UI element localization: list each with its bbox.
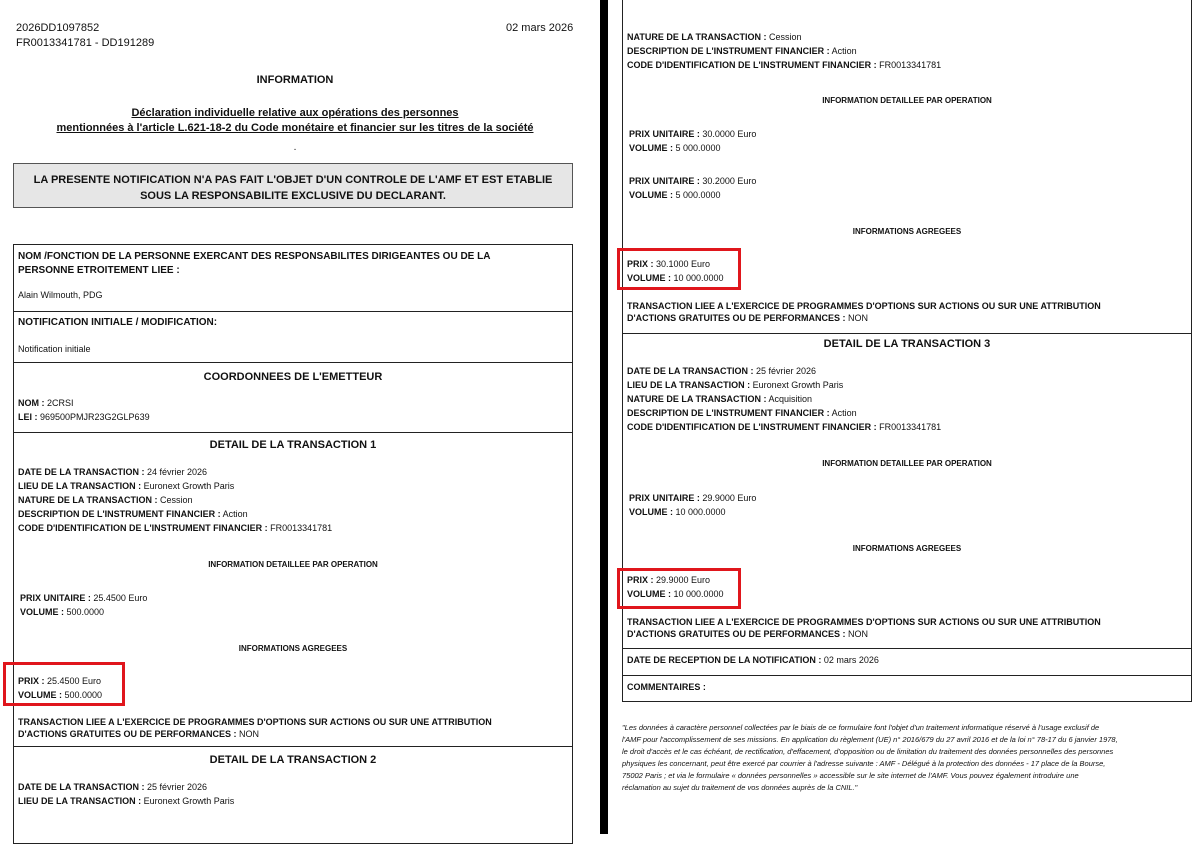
- liee-line2: D'ACTIONS GRATUITES OU DE PERFORMANCES :: [627, 313, 846, 323]
- reception-value: 02 mars 2026: [821, 655, 879, 665]
- t3-liee-line1: TRANSACTION LIEE A L'EXERCICE DE PROGRAMMES D'OPTIONS SUR ACTIONS OU SUR UNE ATTRIBUTION: [627, 617, 1101, 627]
- t1-vol-label: VOLUME :: [20, 607, 64, 617]
- op1-pu-value: 30.0000 Euro: [699, 129, 757, 139]
- t3-vol-value: 10 000.0000: [673, 507, 726, 517]
- divider: [13, 362, 573, 363]
- code-label: CODE D'IDENTIFICATION DE L'INSTRUMENT FINANCIER :: [627, 60, 877, 70]
- operation-1: [629, 127, 756, 155]
- person-heading-line1: NOM /FONCTION DE LA PERSONNE EXERCANT DES RESPONSABILITES DIRIGEANTES OU DE LA: [18, 251, 491, 262]
- footer-line: 75002 Paris ; et via le formulaire « données personnelles » accessible sur le site internet de l'AMF. Vous pouvez également introduire une: [622, 771, 1079, 780]
- highlight-box: [3, 662, 125, 706]
- t3-vol-label: VOLUME :: [629, 507, 673, 517]
- t3-code-label: CODE D'IDENTIFICATION DE L'INSTRUMENT FINANCIER :: [627, 422, 877, 432]
- notice-line1: LA PRESENTE NOTIFICATION N'A PAS FAIT L'OBJET D'UN CONTROLE DE L'AMF ET EST ETABLIE: [33, 174, 553, 186]
- t1-code-value: FR0013341781: [267, 523, 333, 533]
- reception-label: DATE DE RECEPTION DE LA NOTIFICATION :: [627, 655, 822, 665]
- t1-aggvol-value: 500.0000: [62, 690, 103, 700]
- notification-value: Notification initiale: [18, 344, 91, 354]
- t1-desc-value: Action: [220, 509, 248, 519]
- t3-liee-value: NON: [845, 629, 868, 639]
- t2-lieu-value: Euronext Growth Paris: [141, 796, 235, 806]
- agg-prix-value: 30.1000 Euro: [653, 259, 711, 269]
- person-heading-line2: PERSONNE ETROITEMENT LIEE :: [18, 265, 180, 276]
- t3-operation: [629, 491, 756, 519]
- nature-value: Cession: [766, 32, 802, 42]
- t1-nature-label: NATURE DE LA TRANSACTION :: [18, 495, 158, 505]
- liee-value: NON: [845, 313, 868, 323]
- t3-prix-label: PRIX :: [627, 575, 654, 585]
- t3-heading: DETAIL DE LA TRANSACTION 3: [823, 338, 991, 350]
- t1-aggvol-label: VOLUME :: [18, 690, 62, 700]
- reference-codes: FR0013341781 - DD191289: [16, 37, 155, 49]
- t3-code-value: FR0013341781: [876, 422, 942, 432]
- t1-desc-label: DESCRIPTION DE L'INSTRUMENT FINANCIER :: [18, 509, 221, 519]
- divider: [13, 432, 573, 433]
- person-value: Alain Wilmouth, PDG: [18, 290, 103, 300]
- t1-liee: [18, 716, 492, 740]
- liee-line1: TRANSACTION LIEE A L'EXERCICE DE PROGRAMMES D'OPTIONS SUR ACTIONS OU SUR UNE ATTRIBUTION: [627, 301, 1101, 311]
- t2-heading: DETAIL DE LA TRANSACTION 2: [209, 754, 377, 766]
- op1-vol-value: 5 000.0000: [673, 143, 721, 153]
- t3-desc-value: Action: [829, 408, 857, 418]
- declaration-line2: mentionnées à l'article L.621-18-2 du Code monétaire et financier sur les titres de la société: [56, 122, 534, 134]
- t2-date-value: 25 février 2026: [144, 782, 208, 792]
- detail-heading: INFORMATION DETAILLEE PAR OPERATION: [822, 96, 992, 105]
- t1-liee-value: NON: [236, 729, 259, 739]
- t1-date-value: 24 février 2026: [144, 467, 208, 477]
- agg-vol-label: VOLUME :: [627, 273, 671, 283]
- info-title: INFORMATION: [256, 74, 334, 86]
- divider: [622, 675, 1192, 676]
- t1-liee-line2: D'ACTIONS GRATUITES OU DE PERFORMANCES :: [18, 729, 237, 739]
- agg-heading: INFORMATIONS AGREGEES: [852, 227, 962, 236]
- t3-detail-heading: INFORMATION DETAILLEE PAR OPERATION: [822, 459, 992, 468]
- footer-line: l'AMF pour l'accomplissement de ses missions. En application du règlement (UE) n° 2016/679 du 27 avril 2016 et de la loi n° 78-17 du 6 janvier 1978,: [622, 735, 1118, 744]
- t3-aggvol-value: 10 000.0000: [671, 589, 724, 599]
- t1-lieu-label: LIEU DE LA TRANSACTION :: [18, 481, 142, 491]
- t1-heading: DETAIL DE LA TRANSACTION 1: [209, 439, 377, 451]
- op1-pu-label: PRIX UNITAIRE :: [629, 129, 700, 139]
- op2-vol-value: 5 000.0000: [673, 190, 721, 200]
- divider: [622, 333, 1192, 334]
- footer-line: physiques les concernant, peut être exercé par courrier à l'adresse suivante : AMF - Délégué à la protection des données - 17 place de la Bourse,: [622, 759, 1106, 768]
- t1-pu-label: PRIX UNITAIRE :: [20, 593, 91, 603]
- t2-lieu-label: LIEU DE LA TRANSACTION :: [18, 796, 142, 806]
- t3-pu-value: 29.9000 Euro: [699, 493, 757, 503]
- t3-nature-label: NATURE DE LA TRANSACTION :: [627, 394, 767, 404]
- t1-detail-heading: INFORMATION DETAILLEE PAR OPERATION: [208, 560, 378, 569]
- reception-date: [627, 655, 879, 665]
- issuer-block: [18, 396, 150, 424]
- divider: [622, 648, 1192, 649]
- liee: [627, 300, 1101, 324]
- t3-aggvol-label: VOLUME :: [627, 589, 671, 599]
- t3-lieu-value: Euronext Growth Paris: [750, 380, 844, 390]
- agg-vol-value: 10 000.0000: [671, 273, 724, 283]
- person-heading: [18, 250, 490, 278]
- t1-operation: [20, 591, 147, 619]
- issuer-heading: COORDONNEES DE L'EMETTEUR: [203, 371, 383, 383]
- left-page: [0, 0, 600, 834]
- t3-date-label: DATE DE LA TRANSACTION :: [627, 366, 754, 376]
- desc-label: DESCRIPTION DE L'INSTRUMENT FINANCIER :: [627, 46, 830, 56]
- t3-prix-value: 29.9000 Euro: [653, 575, 711, 585]
- t1-prix-label: PRIX :: [18, 676, 45, 686]
- right-page: [608, 0, 1200, 834]
- op2-pu-value: 30.2000 Euro: [699, 176, 757, 186]
- divider: [13, 746, 573, 747]
- t2-continued-fields: [627, 30, 941, 72]
- declaration-line1: Déclaration individuelle relative aux opérations des personnes: [131, 107, 459, 119]
- t3-pu-label: PRIX UNITAIRE :: [629, 493, 700, 503]
- issuer-nom-label: NOM :: [18, 398, 45, 408]
- agg-prix-label: PRIX :: [627, 259, 654, 269]
- t3-liee-line2: D'ACTIONS GRATUITES OU DE PERFORMANCES :: [627, 629, 846, 639]
- notice-line2: SOUS LA RESPONSABILITE EXCLUSIVE DU DECLARANT.: [140, 190, 446, 202]
- document-date: 02 mars 2026: [506, 22, 574, 34]
- t1-prix-value: 25.4500 Euro: [44, 676, 102, 686]
- declaration-dot: .: [293, 142, 297, 153]
- t1-fields: [18, 465, 332, 535]
- highlight-box: [617, 248, 741, 290]
- t3-fields: [627, 364, 941, 434]
- t1-agg-heading: INFORMATIONS AGREGEES: [238, 644, 348, 653]
- privacy-footer: [622, 722, 1192, 794]
- t2-date-label: DATE DE LA TRANSACTION :: [18, 782, 145, 792]
- t1-vol-value: 500.0000: [64, 607, 105, 617]
- op2-vol-label: VOLUME :: [629, 190, 673, 200]
- page-divider: [600, 0, 608, 834]
- t3-agg-heading: INFORMATIONS AGREGEES: [852, 544, 962, 553]
- issuer-lei-value: 969500PMJR23G2GLP639: [37, 412, 150, 422]
- t1-code-label: CODE D'IDENTIFICATION DE L'INSTRUMENT FINANCIER :: [18, 523, 268, 533]
- t3-lieu-label: LIEU DE LA TRANSACTION :: [627, 380, 751, 390]
- issuer-lei-label: LEI :: [18, 412, 38, 422]
- t3-desc-label: DESCRIPTION DE L'INSTRUMENT FINANCIER :: [627, 408, 830, 418]
- t1-lieu-value: Euronext Growth Paris: [141, 481, 235, 491]
- footer-line: "Les données à caractère personnel collectées par le biais de ce formulaire font l'objet d'un traitement informatique réservé à l'usage exclusif de: [622, 723, 1100, 732]
- reference-number: 2026DD1097852: [16, 22, 100, 34]
- op2-pu-label: PRIX UNITAIRE :: [629, 176, 700, 186]
- nature-label: NATURE DE LA TRANSACTION :: [627, 32, 767, 42]
- t1-date-label: DATE DE LA TRANSACTION :: [18, 467, 145, 477]
- operation-2: [629, 174, 756, 202]
- code-value: FR0013341781: [876, 60, 942, 70]
- issuer-nom-value: 2CRSI: [44, 398, 74, 408]
- footer-line: réclamation au sujet du traitement de vos données auprès de la CNIL.": [622, 783, 858, 792]
- notification-heading: NOTIFICATION INITIALE / MODIFICATION:: [18, 317, 218, 328]
- op1-vol-label: VOLUME :: [629, 143, 673, 153]
- t1-pu-value: 25.4500 Euro: [90, 593, 148, 603]
- t1-liee-line1: TRANSACTION LIEE A L'EXERCICE DE PROGRAMMES D'OPTIONS SUR ACTIONS OU SUR UNE ATTRIBUTION: [18, 717, 492, 727]
- highlight-box: [617, 568, 741, 609]
- divider: [13, 311, 573, 312]
- desc-value: Action: [829, 46, 857, 56]
- t3-date-value: 25 février 2026: [753, 366, 817, 376]
- t2-fields: [18, 780, 234, 808]
- t1-nature-value: Cession: [157, 495, 193, 505]
- comments-label: COMMENTAIRES :: [627, 682, 706, 692]
- t3-liee: [627, 616, 1101, 640]
- amf-notice: [13, 163, 573, 208]
- t3-nature-value: Acquisition: [766, 394, 813, 404]
- footer-line: le droit d'accès et le cas échéant, de rectification, d'effacement, d'opposition ou de limitation du traitement des données personnelles des personnes: [622, 747, 1114, 756]
